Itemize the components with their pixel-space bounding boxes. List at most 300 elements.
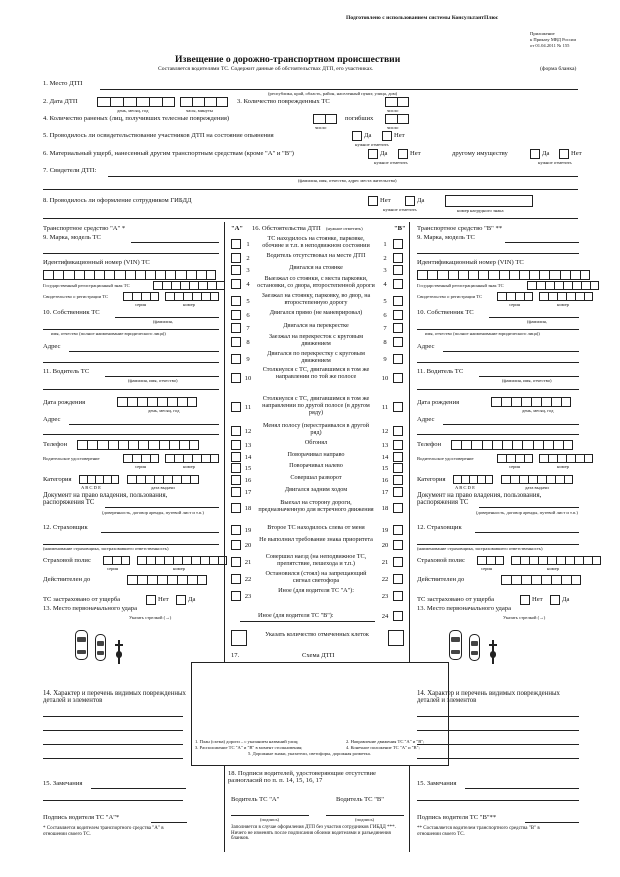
vehicle-b-issue-date-hint: дата выдачи [525,485,549,490]
circumstance-19-a-checkbox[interactable] [231,525,241,535]
scheme-legend-5: 5. Дорожные знаки, указатели, светофоры, дорожная разметка. [248,751,371,756]
vehicle-a-signature-line[interactable] [151,822,187,823]
vehicle-b-insured-label: ТС застраховано от ущерба [417,596,495,603]
vehicle-b-footnote: ** Составляется водителем транспортного средства "В" в отношении своего ТС. [417,826,540,837]
count-marked-label: Указать количество отмеченных клеток [265,631,369,638]
vehicle-b-policy-number[interactable] [511,556,601,565]
circumstance-15-b-checkbox[interactable] [393,463,403,473]
circumstance-2-b-number: 2 [383,255,387,262]
circumstance-22-label: Остановился (стоял) на запрещающий сигнал светофора [265,570,367,584]
vehicle-a-damage-line-3[interactable] [43,744,183,745]
date-cells[interactable] [97,97,175,107]
circumstance-20-a-number: 20 [244,542,252,549]
circumstance-3-b-number: 3 [383,267,387,274]
circumstance-2-a-checkbox[interactable] [231,253,241,263]
circumstance-5-label: Заезжал на стоянку, парковку, во двор, на второстепенную дорогу [261,292,371,306]
vehicle-b-address-input-2[interactable] [417,362,579,363]
vehicle-b-series-hint: серия [509,302,521,307]
vehicle-a-policy-number-hint: номер [173,566,185,571]
circumstance-9-b-number: 9 [383,356,387,363]
time-hint: часы, минуты [186,108,213,113]
driver-b-signature-label: Водитель ТС "В" [336,796,384,803]
circumstance-13-a-checkbox[interactable] [231,440,241,450]
vehicle-b-category-label: Категория [417,476,446,483]
circumstance-1-a-checkbox[interactable] [231,239,241,249]
circumstance-16-b-number: 16 [381,477,389,484]
vehicle-b-owner-hint: имя, отчество (полное наименование юридического лица)) [425,331,540,336]
vehicle-b-insured-no-checkbox[interactable] [520,595,530,605]
vehicle-a-vin-cells[interactable] [43,270,216,280]
field-5-yes-label: Да [364,132,372,139]
field-8-label: 8. Проводилось ли оформление сотрудником ГИБДД [43,197,192,204]
vehicle-a-driver-input-2[interactable] [43,389,219,390]
field-5-yes-checkbox[interactable] [352,131,362,141]
vehicle-b-vin-label: Идентификационный номер (VIN) ТС [417,259,524,266]
vehicle-b-reg-cert-label: Свидетельство о регистрации ТС [417,294,483,299]
circumstance-23-a-number: 23 [244,593,252,600]
circumstance-11-b-checkbox[interactable] [393,402,403,412]
circumstance-21-b-checkbox[interactable] [393,557,403,567]
scheme-label: Схема ДТП [302,652,335,659]
vehicle-b-insurer-input-2[interactable] [417,544,579,545]
field-6-other-hint: нужное отметить [538,160,572,165]
vehicle-a-remarks-input-2[interactable] [43,800,183,801]
field-1-input[interactable] [100,89,578,90]
circumstance-2-a-number: 2 [246,255,250,262]
field-16-hint: (нужное отметить) [326,226,363,231]
vehicle-b-reg-cert-series[interactable] [497,292,533,301]
appendix-line-2: к Приказу МВД России [530,37,576,42]
page-subtitle: Составляется водителями ТС. Содержит данные об обстоятельствах ДТП, его участниках. [158,66,374,72]
vehicle-b-f14-label: 14. Характер и перечень видимых поврежденных деталей и элементов [417,690,560,705]
field-17-label: 17. [231,652,240,659]
circumstance-23-label: Иное (для водителя ТС "А"): [278,587,354,594]
vehicle-a-ownership-doc-label: Документ на право владения, пользования, распоряжения ТС [43,492,168,507]
vehicle-a-reg-plate-cells[interactable] [153,281,225,290]
circumstance-4-b-checkbox[interactable] [393,279,403,289]
injured-count-cells[interactable] [313,114,337,124]
circumstance-2-label: Водитель отсутствовал на месте ДТП [266,252,366,259]
field-3-label: 3. Количество поврежденных ТС [237,98,330,105]
vehicle-b-license-number[interactable] [539,454,593,463]
vehicle-b-header: Транспортное средство "В" ** [417,225,503,232]
circumstance-10-a-number: 10 [244,375,252,382]
circumstance-7-b-checkbox[interactable] [393,323,403,333]
circumstance-5-b-checkbox[interactable] [393,296,403,306]
field-6-no-checkbox[interactable] [398,149,408,159]
circumstance-22-a-checkbox[interactable] [231,574,241,584]
vehicle-b-phone-cells[interactable] [451,440,573,450]
vehicle-b-policy-number-hint: номер [547,566,559,571]
vehicle-b-policy-series-hint: серия [481,566,493,571]
circumstance-12-a-checkbox[interactable] [231,426,241,436]
dead-count-cells[interactable] [385,114,409,124]
vehicle-a-driver-hint: (фамилия, имя, отчество) [128,378,178,383]
field-6-hint: нужное отметить [374,160,408,165]
circumstance-12-b-checkbox[interactable] [393,426,403,436]
field-4-dead-label: погибших [345,115,374,122]
vehicle-b-ownership-doc-input[interactable] [479,507,579,508]
circumstance-3-label: Двигался на стоянке [289,264,343,271]
field-8-yes-checkbox[interactable] [405,196,415,206]
circumstance-17-a-checkbox[interactable] [231,487,241,497]
field-8-no-label: Нет [380,197,391,204]
scheme-legend-1: 1. План (схема) дороги – с указанием названий улиц; [195,739,299,744]
driver-a-signature-line[interactable] [231,815,309,816]
vehicle-a-driver-input[interactable] [105,376,219,377]
vehicle-b-license-label: Водительское удостоверение [417,456,474,461]
circumstance-16-b-checkbox[interactable] [393,475,403,485]
field-6-other-no-checkbox[interactable] [559,149,569,159]
vehicle-a-category-letters: A B C D E [81,485,101,490]
vehicle-a-model-input[interactable] [131,242,219,243]
driver-a-signature-label: Водитель ТС "А" [231,796,280,803]
vehicle-b-phone-label: Телефон [417,441,442,448]
circumstance-14-a-number: 14 [244,454,252,461]
vehicle-a-series-hint: серия [135,302,147,307]
circumstance-18-a-checkbox[interactable] [231,503,241,513]
vehicle-b-valid-until-label: Действителен до [417,576,465,583]
circumstance-15-a-number: 15 [244,465,252,472]
field-6-other-yes-label: Да [542,150,550,157]
field-4-dead-hint: число [387,125,399,130]
witnesses-input-2[interactable] [43,189,578,190]
vehicle-a-header: Транспортное средство "А" * [43,225,126,232]
circumstance-8-label: Заезжал на перекресток с круговым движением [268,333,364,347]
circumstance-17-b-checkbox[interactable] [393,487,403,497]
circumstance-10-b-checkbox[interactable] [393,373,403,383]
circumstance-8-a-checkbox[interactable] [231,337,241,347]
circumstance-6-label: Двигался прямо (не маневрировал) [269,309,363,316]
field-6-other-no-label: Нет [571,150,582,157]
field-5-no-checkbox[interactable] [382,131,392,141]
circumstance-15-label: Поворачивал налево [289,462,343,469]
circumstance-1-b-number: 1 [383,241,387,248]
vehicle-a-f13-label: 13. Место первоначального удара [43,605,138,612]
item-24-label: Иное (для водителя ТС "В"): [258,612,334,619]
vehicle-a-address2-input-2[interactable] [43,434,219,435]
circumstance-13-a-number: 13 [244,442,252,449]
section-divider [43,218,578,219]
vehicle-a-issue-date-hint: дата выдачи [151,485,175,490]
vehicle-b-ownership-hint: (доверенность, договор аренды, путевой лист и т.п.) [476,510,578,515]
vehicle-a-policy-label: Страховой полис [43,557,91,564]
circumstance-18-b-number: 18 [381,505,389,512]
field-8-no-checkbox[interactable] [368,196,378,206]
field-18-label: 18. Подписи водителей, удостоверяющие отсутствие разногласий по п. п. 14, 15, 16, 17 [228,770,376,785]
circumstance-23-b-checkbox[interactable] [393,591,403,601]
vehicle-a-motorcycle-icon [115,640,123,664]
field-4-hint: число [315,125,327,130]
vehicle-b-damage-line-3[interactable] [417,744,579,745]
circumstance-15-a-checkbox[interactable] [231,463,241,473]
consultant-note: Подготовлено с использованием системы КонсультантПлюс [346,15,499,21]
vehicle-b-ownership-doc-label: Документ на право владения, пользования, распоряжения ТС [417,492,542,507]
vehicle-a-policy-number[interactable] [137,556,227,565]
vehicle-a-issue-date-cells[interactable] [127,475,199,484]
vehicle-a-birth-label: Дата рождения [43,399,86,406]
vehicle-b-address2-label: Адрес [417,416,435,423]
circumstance-16-label: Совершал разворот [290,474,342,481]
vehicle-b-arrow-hint: Указать стрелкой (→) [503,615,546,620]
vehicle-a-remarks-input[interactable] [91,788,186,789]
vehicle-a-damage-line-2[interactable] [43,730,183,731]
circumstance-3-b-checkbox[interactable] [393,265,403,275]
vehicle-a-f11-label: 11. Водитель ТС [43,368,90,375]
field-7-hint: (фамилия, имя, отчество, адрес места жительства) [298,178,397,183]
circumstance-4-a-number: 4 [246,281,250,288]
field-5-no-label: Нет [394,132,405,139]
vehicle-b-damage-line-2[interactable] [417,730,579,731]
vehicle-b-f9-label: 9. Марка, модель ТС [417,234,475,241]
circumstance-7-a-checkbox[interactable] [231,323,241,333]
vehicle-b-policy-series[interactable] [477,556,504,565]
circumstance-7-label: Двигался на перекрестке [283,322,349,329]
vehicle-b-remarks-input[interactable] [465,788,579,789]
circumstance-16-a-number: 16 [244,477,252,484]
vehicle-b-address-label: Адрес [417,343,435,350]
circumstance-19-b-checkbox[interactable] [393,525,403,535]
circumstance-11-a-checkbox[interactable] [231,402,241,412]
vehicle-b-valid-until-cells[interactable] [501,575,581,585]
circumstance-10-a-checkbox[interactable] [231,373,241,383]
circumstance-9-a-number: 9 [246,356,250,363]
damaged-count-cells[interactable] [385,97,409,107]
circumstance-4-label: Выезжал со стоянки, с места парковки, остановки, со двора, второстепенной дороги [257,275,375,289]
vehicle-a-insured-no-checkbox[interactable] [146,595,156,605]
badge-number-input[interactable] [445,195,533,207]
vehicle-a-insurer-input-2[interactable] [43,544,219,545]
vehicle-a-insured-yes-label: Да [188,596,196,603]
field-3-hint: число [387,108,399,113]
circumstance-2-b-checkbox[interactable] [393,253,403,263]
field-6-label: 6. Материальный ущерб, нанесенный другим транспортным средствам (кроме "А" и "В") [43,150,295,157]
circumstance-11-a-number: 11 [244,404,252,411]
vehicle-a-address2-input[interactable] [69,424,219,425]
item-24-number: 24 [381,613,389,620]
circumstance-13-b-checkbox[interactable] [393,440,403,450]
circumstance-3-a-number: 3 [246,267,250,274]
vehicle-a-owner-input-2[interactable] [43,329,219,330]
vehicle-a-number-hint: номер [183,302,195,307]
circumstance-21-b-number: 21 [381,559,389,566]
vehicle-b-reg-plate-label: Государственный регистрационный знак ТС [417,283,504,288]
vehicle-a-phone-cells[interactable] [77,440,199,450]
item-24-line[interactable] [240,621,375,622]
vehicle-b-motorcycle-icon [489,640,497,664]
circumstance-21-a-number: 21 [244,559,252,566]
vehicle-b-license-number-hint: номер [557,464,569,469]
badge-number-hint: номер нагрудного знака [457,208,504,213]
scheme-legend-2: 2. Направление движения ТС "А" и "В"; [346,739,425,744]
item-24-checkbox[interactable] [393,611,403,621]
circumstance-5-a-checkbox[interactable] [231,296,241,306]
circumstance-17-b-number: 17 [381,489,389,496]
vehicle-b-damage-line-1[interactable] [417,716,579,717]
vehicle-a-surname-hint: (фамилия, [153,319,173,324]
vehicle-b-surname-hint: (фамилия, [527,319,547,324]
circumstance-12-a-number: 12 [244,428,252,435]
circumstance-10-label: Столкнулся с ТС, двигавшимся в том же направлении по той же полосе [262,366,370,380]
vehicle-b-license-series[interactable] [497,454,533,463]
vehicle-a-f9-label: 9. Марка, модель ТС [43,234,101,241]
vehicle-a-footnote: * Составляется водителем транспортного средства "А" в отношении своего ТС. [43,826,164,837]
vehicle-a-car-icon-rear [95,634,106,661]
scheme-legend-3: 3. Расположение ТС "А" и "В" в момент столкновения; [195,745,303,750]
vehicle-a-license-number[interactable] [165,454,219,463]
circumstance-6-a-checkbox[interactable] [231,310,241,320]
field-6-other-yes-checkbox[interactable] [530,149,540,159]
circumstance-13-label: Обгонял [304,439,328,446]
field-4-label: 4. Количество раненых (лиц, получивших телесные повреждения) [43,115,230,122]
field-6-yes-checkbox[interactable] [368,149,378,159]
vehicle-a-insured-label: ТС застраховано от ущерба [43,596,121,603]
vehicle-a-valid-until-label: Действителен до [43,576,91,583]
vehicle-a-ownership-doc-input[interactable] [105,507,219,508]
vehicle-b-damage-line-4[interactable] [417,758,579,759]
column-b-header: "В" [394,225,406,232]
circumstance-22-b-number: 22 [381,576,389,583]
vehicle-a-insured-no-label: Нет [158,596,169,603]
time-cells[interactable] [180,97,228,107]
vehicle-a-license-series[interactable] [123,454,159,463]
vehicle-a-category-cells[interactable] [79,475,119,484]
vehicle-a-address-input-2[interactable] [43,362,219,363]
circumstance-22-a-number: 22 [244,576,252,583]
vehicle-a-reg-cert-label: Свидетельство о регистрации ТС [43,294,109,299]
circumstance-23-a-checkbox[interactable] [231,591,241,601]
vehicle-b-vin-cells[interactable] [417,270,590,280]
circumstance-20-b-checkbox[interactable] [393,540,403,550]
driver-a-signature-hint: (подпись) [260,817,280,822]
vehicle-a-birth-cells[interactable] [117,397,197,407]
vehicle-a-signature-label: Подпись водителя ТС "А"* [43,814,120,821]
circumstance-22-b-checkbox[interactable] [393,574,403,584]
circumstance-14-b-checkbox[interactable] [393,452,403,462]
vehicle-a-reg-cert-number[interactable] [165,292,219,301]
circumstance-12-b-number: 12 [381,428,389,435]
circumstance-9-a-checkbox[interactable] [231,354,241,364]
circumstance-21-a-checkbox[interactable] [231,557,241,567]
driver-b-signature-line[interactable] [326,815,404,816]
circumstance-14-a-checkbox[interactable] [231,452,241,462]
vehicle-a-f12-label: 12. Страховщик [43,524,88,531]
vehicle-a-insurer-input[interactable] [101,532,219,533]
circumstance-8-b-number: 8 [383,339,387,346]
vehicle-b-signature-label: Подпись водителя ТС "В"** [417,814,497,821]
vehicle-a-valid-until-cells[interactable] [127,575,207,585]
vehicle-b-insurer-input[interactable] [475,532,579,533]
field-1-label: 1. Место ДТП [43,80,83,87]
field-6-no-label: Нет [410,150,421,157]
vehicle-a-owner-hint: имя, отчество (полное наименование юридического лица)) [51,331,166,336]
circumstance-16-a-checkbox[interactable] [231,475,241,485]
vehicle-a-damage-line-4[interactable] [43,758,183,759]
circumstance-14-label: Поворачивал направо [287,451,345,458]
field-2-label: 2. Дата ДТП [43,98,78,105]
vehicle-b-address2-input[interactable] [443,424,579,425]
vehicle-b-driver-input[interactable] [479,376,579,377]
driver-b-signature-hint: (подпись) [355,817,375,822]
vehicle-b-address2-input-2[interactable] [417,434,579,435]
circumstance-18-b-checkbox[interactable] [393,503,403,513]
vehicle-a-ownership-hint: (доверенность, договор аренды, путевой лист и т.п.) [102,510,204,515]
vehicle-b-reg-cert-number[interactable] [539,292,593,301]
vehicle-a-reg-plate-label: Государственный регистрационный знак ТС [43,283,130,288]
circumstance-5-a-number: 5 [246,298,250,305]
circumstance-9-label: Двигался по перекрестку с круговым движением [267,350,365,364]
count-a-box[interactable] [231,630,247,646]
vehicle-a-f10-label: 10. Собственник ТС [43,309,100,316]
field-7-label: 7. Свидетели ДТП: [43,167,97,174]
vehicle-b-f15-label: 15. Замечания [417,780,457,787]
circumstance-19-a-number: 19 [244,527,252,534]
vehicle-b-model-input-2[interactable] [417,253,579,254]
circumstance-17-label: Двигался задним ходом [284,486,348,493]
vehicle-b-reg-plate-cells[interactable] [527,281,599,290]
vehicle-b-insured-yes-label: Да [562,596,570,603]
circumstance-9-b-checkbox[interactable] [393,354,403,364]
vehicle-a-owner-input[interactable] [115,317,219,318]
vehicle-b-number-hint: номер [557,302,569,307]
vehicle-b-category-cells[interactable] [453,475,493,484]
page-title: Извещение о дорожно-транспортном происшествии [175,54,401,65]
circumstance-1-b-checkbox[interactable] [393,239,403,249]
vehicle-b-car-icon-rear [469,634,480,661]
vehicle-b-driver-input-2[interactable] [417,389,579,390]
vehicle-a-model-input-2[interactable] [43,253,219,254]
circumstance-4-a-checkbox[interactable] [231,279,241,289]
vehicle-b-owner-input-2[interactable] [417,329,579,330]
circumstance-6-a-number: 6 [246,312,250,319]
scheme-legend-4: 4. Конечное положение ТС "А" и "В"; [346,745,420,750]
vehicle-a-insured-yes-checkbox[interactable] [176,595,186,605]
vehicle-b-signature-line[interactable] [525,822,579,823]
vehicle-b-model-input[interactable] [505,242,579,243]
vehicle-b-license-series-hint: серия [509,464,521,469]
vehicle-a-insurer-hint: (наименование страховщика, застраховавшего ответственность) [43,546,169,551]
vehicle-a-address-input[interactable] [69,351,219,352]
circumstance-3-a-checkbox[interactable] [231,265,241,275]
circumstance-18-a-number: 18 [244,505,252,512]
vehicle-b-owner-input[interactable] [489,317,579,318]
field-1-hint: (республика, край, область, район, населенный пункт, улица, дом) [268,91,398,96]
vehicle-a-reg-cert-series[interactable] [123,292,159,301]
vehicle-b-birth-cells[interactable] [491,397,571,407]
circumstance-21-label: Совершил наезд (на неподвижное ТС, препятствие, пешехода и т.п.) [265,553,367,567]
circumstance-20-a-checkbox[interactable] [231,540,241,550]
circumstance-7-b-number: 7 [383,325,387,332]
circumstance-8-b-checkbox[interactable] [393,337,403,347]
witnesses-input[interactable] [108,176,578,177]
vehicle-b-remarks-input-2[interactable] [417,800,579,801]
vehicle-a-damage-line-1[interactable] [43,716,183,717]
vehicle-a-license-series-hint: серия [135,464,147,469]
vehicle-a-phone-label: Телефон [43,441,68,448]
vehicle-a-license-label: Водительское удостоверение [43,456,100,461]
count-b-box[interactable] [388,630,404,646]
vehicle-b-address-input[interactable] [443,351,579,352]
circumstance-6-b-checkbox[interactable] [393,310,403,320]
vehicle-b-driver-hint: (фамилия, имя, отчество) [502,378,552,383]
field-6-other-label: другому имуществу [452,150,508,157]
vehicle-b-insurer-hint: (наименование страховщика, застраховавшего ответственность) [417,546,543,551]
vehicle-b-insured-yes-checkbox[interactable] [550,595,560,605]
circumstance-4-b-number: 4 [383,281,387,288]
vehicle-a-policy-series[interactable] [103,556,130,565]
circumstance-15-b-number: 15 [381,465,389,472]
vehicle-b-issue-date-cells[interactable] [501,475,573,484]
